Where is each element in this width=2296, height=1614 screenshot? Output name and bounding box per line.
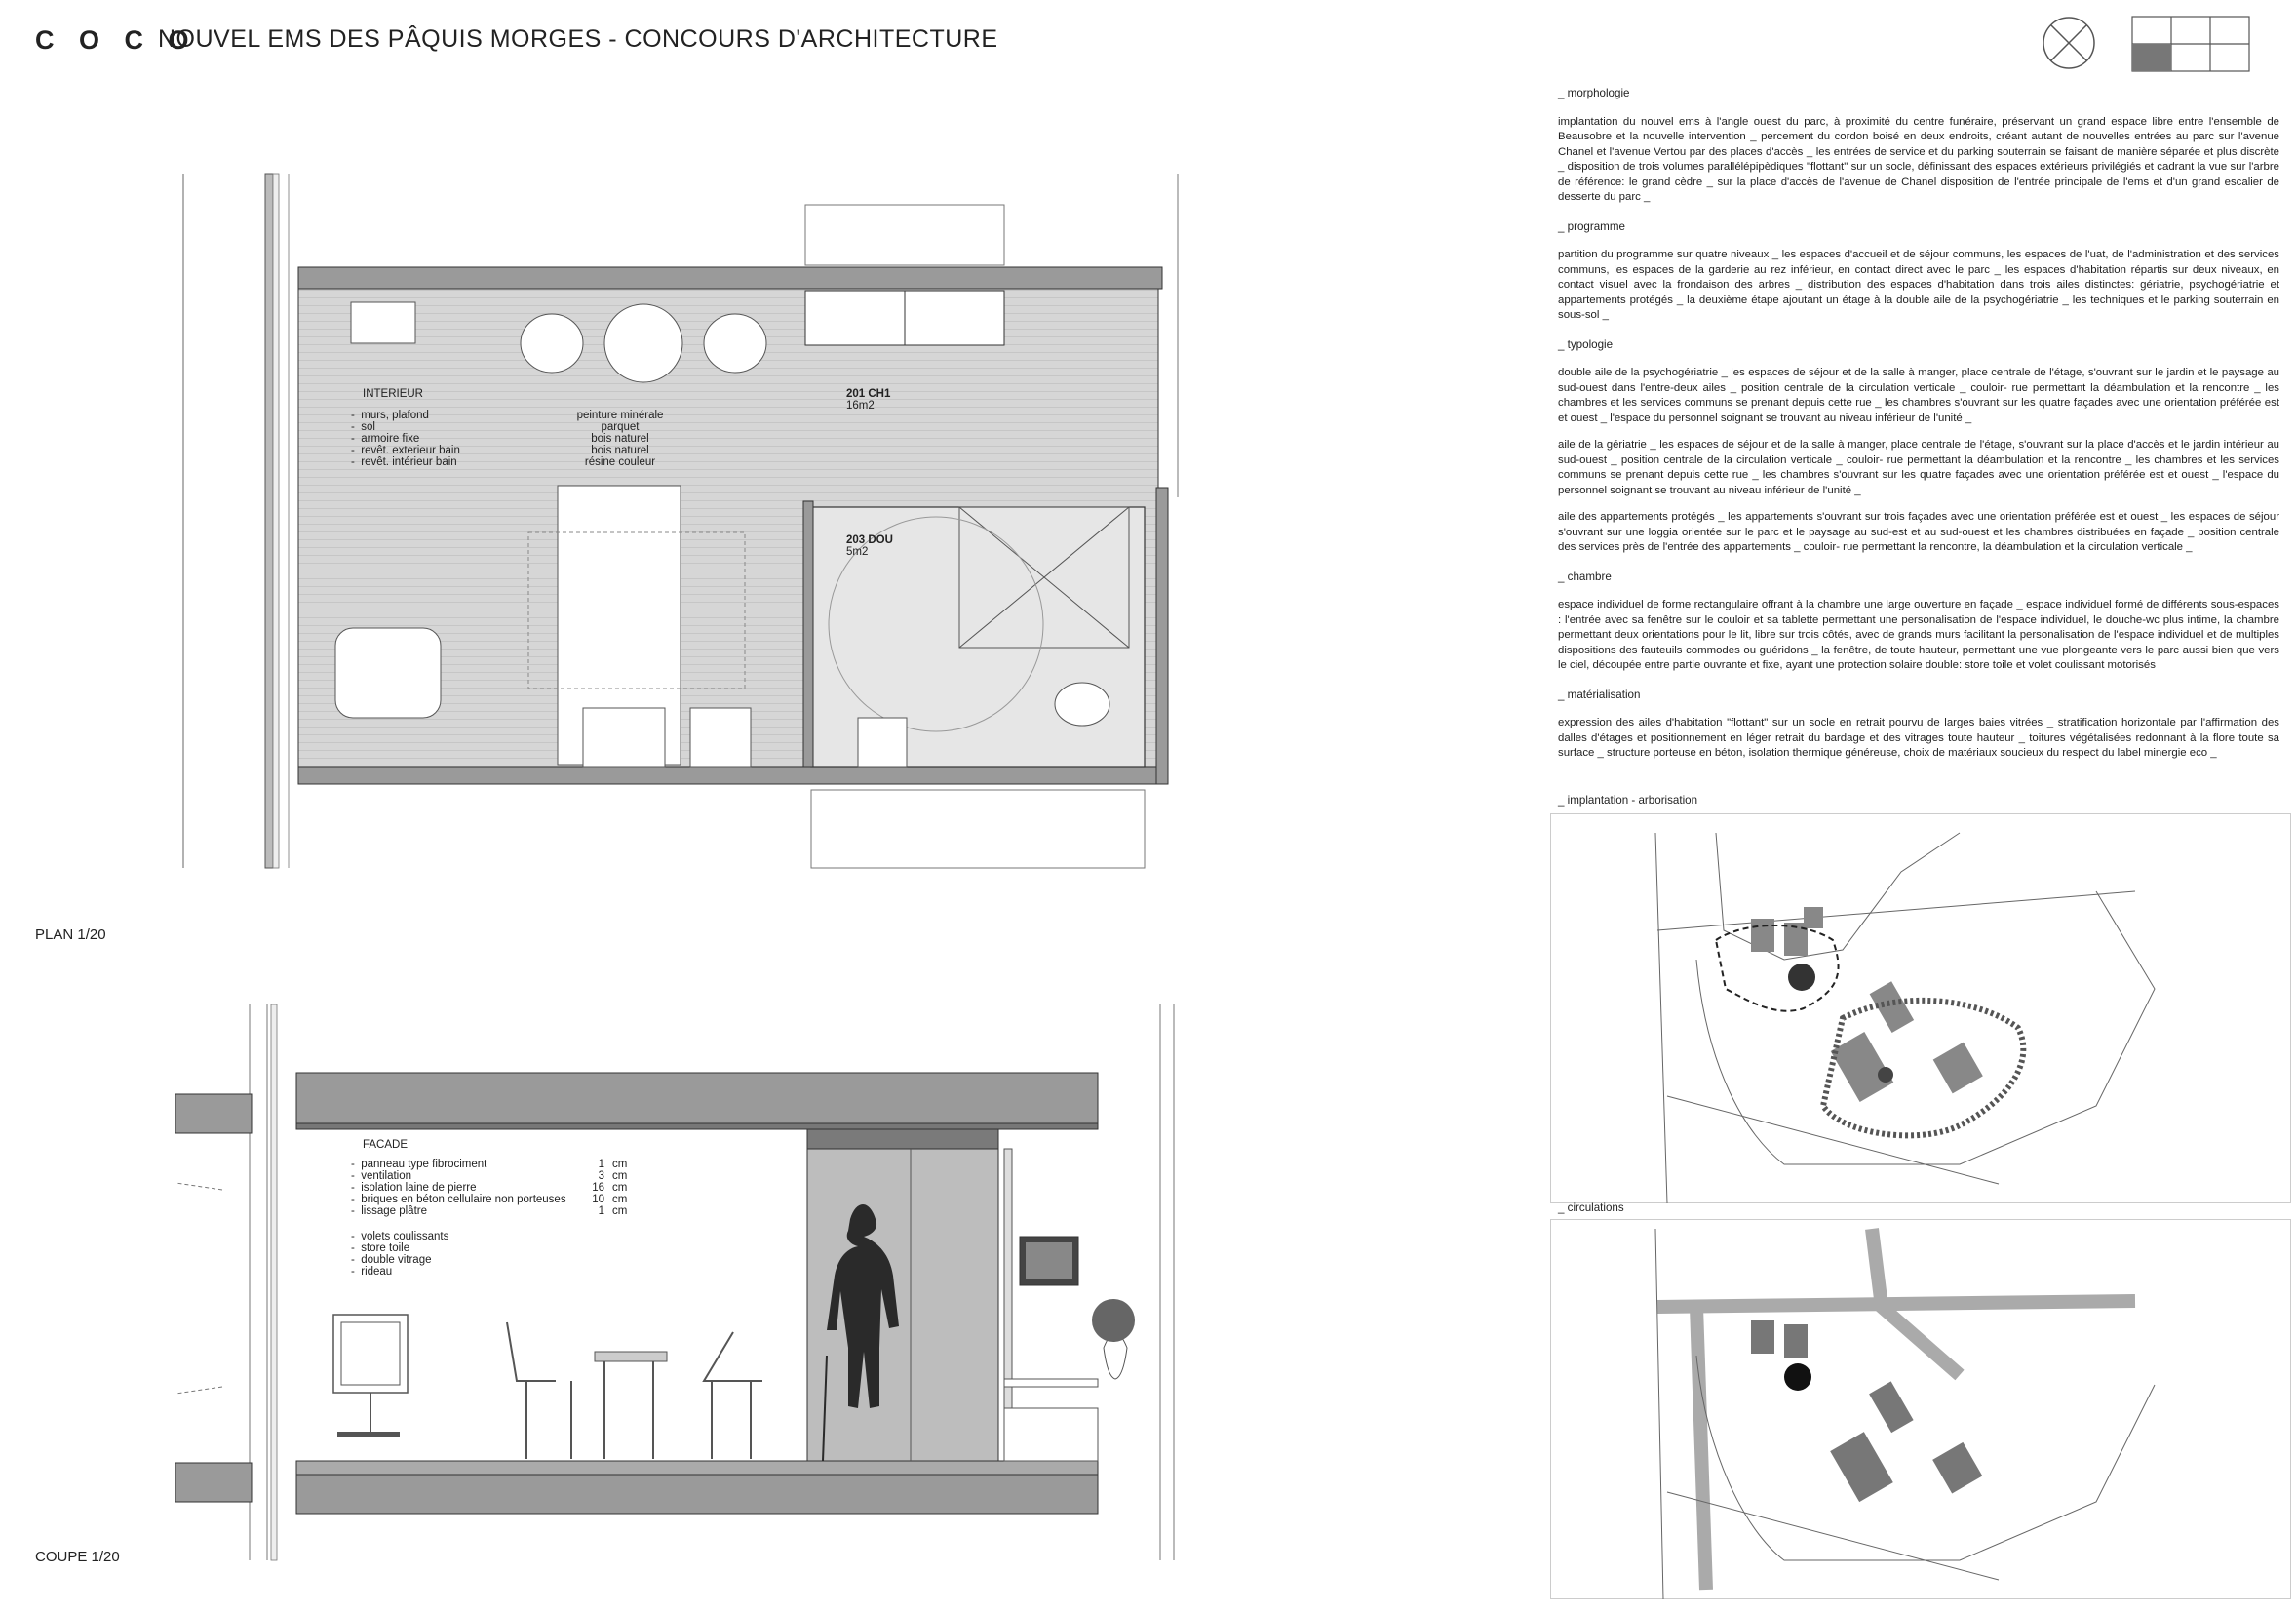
heading-programme: _ programme (1558, 219, 1625, 233)
layer-row: - lissage plâtre 1 cm (351, 1205, 628, 1217)
extra-item: - rideau (351, 1266, 393, 1278)
room1-area: 16m2 (846, 400, 875, 412)
text-column (1558, 86, 2279, 775)
heading-typologie: _ typologie (1558, 337, 1614, 351)
facade-extras (351, 1231, 448, 1278)
interior-title: INTERIEUR (363, 388, 423, 400)
layer-row: - isolation laine de pierre 16 cm (351, 1182, 628, 1194)
extra-item: - store toile (351, 1242, 410, 1254)
layer-row: - ventilation 3 cm (351, 1170, 628, 1182)
section-chambre (1558, 570, 2279, 674)
material-item: peinture minérale (576, 410, 664, 421)
material-item: résine couleur (584, 456, 656, 468)
north-arrow-icon (2042, 16, 2106, 70)
interior-item: - murs, plafond (351, 410, 429, 421)
extra-item: - volets coulissants (351, 1231, 449, 1242)
site-plan-circulation-map (1550, 1219, 2291, 1599)
paragraph-chambre: espace individuel de forme rectangulaire offrant à la chambre une large ouverture en façade _ espace individuel formé de différents sous-espaces : l'entrée avec sa fenêtre sur le couloir et sa tablette permettant une personalisation de l'espace individuel, le douche-wc plus intime, la chambre permettant deux orientations pour le lit, libre sur trois côtés, avec de grands murs facilitant la personalisation de l'espace individuel et de multiples dispositions des fauteuils commodes ou guéridons _ la fenêtre, de toute hauteur, permettant une vue plongeante vers le parc aussi bien que vers le ciel, découpée entre partie ouvrante et fixe, ayant une protection solaire double: store toile et volet coulissant motorisés (1558, 599, 2279, 671)
material-item: parquet (601, 421, 640, 433)
material-item: bois naturel (591, 433, 649, 445)
material-item: bois naturel (591, 445, 649, 456)
section-programme (1558, 219, 2279, 324)
plan-caption: PLAN 1/20 (35, 926, 106, 943)
page-title: NOUVEL EMS DES PÂQUIS MORGES - CONCOURS D'ARCHITECTURE (158, 25, 998, 53)
heading-materialisation: _ matérialisation (1558, 688, 1641, 701)
layer-row: - briques en béton cellulaire non porteuses 10 cm (351, 1194, 628, 1205)
room2-area: 5m2 (846, 546, 869, 558)
paragraph-programme: partition du programme sur quatre niveaux _ les espaces d'accueil et de séjour communs, les espaces de l'uat, de l'administration et des services communs, les espaces de la garderie au rez inférieur, en contact direct avec le parc _ les espaces d'habitation répartis sur deux niveaux, en contact visuel avec la frondaison des arbres _ distribution des espaces d'habitation dans trois ailes distinctes: gériatrie, psychogériatrie et appartements protégés _ la deuxième étape ajoutant un étage à la double aile de la psychogériatrie _ les techniques et le parking souterrain en sous-sol _ (1558, 249, 2279, 321)
facade-layers (351, 1159, 663, 1217)
interior-list (351, 410, 460, 468)
heading-circulations: _ circulations (1558, 1201, 1624, 1214)
heading-morphologie: _ morphologie (1558, 87, 1630, 99)
room1-name: 201 CH1 (846, 388, 891, 400)
heading-implantation: _ implantation - arborisation (1558, 794, 1698, 807)
section-drawing (175, 1004, 1209, 1570)
paragraph-typologie-3: aile des appartements protégés _ les appartements s'ouvrant sur trois façades avec une orientation préférée est et ouest _ les espaces de séjour s'ouvrant sur une loggia orientée sur le parc et le paysage au sud-est et au sud-ouest et les chambres distribuées en façade _ position centrale des services près de l'entrée des appartements _ couloir- rue permettant la rencontre, la déambulation et la circulation verticale _ (1558, 511, 2279, 553)
room2-name: 203 DOU (846, 534, 893, 546)
paragraph-morphologie: implantation du nouvel ems à l'angle ouest du parc, à proximité du centre funéraire, préservant un grand espace libre entre l'ensemble de Beausobre et la nouvelle intervention _ percement du cordon boisé en deux endroits, créant autant de nouvelles entrées au parc sur l'avenue Chanel et l'avenue Vertou par des places d'accès _ les entrées de service et du parking souterrain se faisant de manière séparée et plus discrète _ disposition de trois volumes parallélépipèdiques "flottant" sur un socle, définissant des espaces extérieurs privilégiés et cadrant la vue sur l'arbre de référence: le grand cèdre _ sur la place d'accès de l'avenue de Chanel disposition de l'entrée principale de l'ems et d'un grand escalier de desserte du parc _ (1558, 115, 2279, 203)
logo: C O C O (35, 25, 198, 55)
interior-item: - sol (351, 421, 375, 433)
section-caption: COUPE 1/20 (35, 1549, 120, 1565)
site-plan-trees-map (1550, 813, 2291, 1203)
interior-item: - revêt. exterieur bain (351, 445, 460, 456)
section-materialisation (1558, 688, 2279, 762)
heading-chambre: _ chambre (1558, 570, 1612, 583)
floor-plan-drawing (175, 166, 1209, 878)
facade-title: FACADE (363, 1139, 409, 1151)
paragraph-typologie-1: double aile de la psychogériatrie _ les espaces de séjour et de la salle à manger, place centrale de l'étage, s'ouvrant sur le jardin et le paysage au sud-ouest dans l'entre-deux ailes _ position centrale de la circulation verticale _ couloir- rue permettant la déambulation et la rencontre _ les chambres et les services communs se prenant depuis cette rue _ les chambres s'ouvrant sur les quatre façades avec une orientation préférée est et ouest _ l'espace du personnel soignant se trouvant au niveau inférieur de l'unité _ (1558, 367, 2279, 424)
interior-item: - revêt. intérieur bain (351, 456, 457, 468)
section-morphologie (1558, 86, 2279, 206)
interior-materials (571, 410, 669, 468)
layer-row: - panneau type fibrociment 1 cm (351, 1159, 628, 1170)
interior-item: - armoire fixe (351, 433, 420, 445)
extra-item: - double vitrage (351, 1254, 432, 1266)
paragraph-materialisation: expression des ailes d'habitation "flottant" sur un socle en retrait pourvu de larges baies vitrées _ stratification horizontale par l'affirmation des dalles d'étages et positionnement en léger retrait du bardage et des vitrages toute hauteur _ toitures végétalisées redonnant à la flore toute sa surface _ structure porteuse en béton, isolation thermique généreuse, choix de matériaux soucieux du respect du label minergie eco _ (1558, 717, 2279, 759)
section-typologie (1558, 337, 2279, 556)
paragraph-typologie-2: aile de la gériatrie _ les espaces de séjour et de la salle à manger, place centrale de l'étage, s'ouvrant sur la place d'accès et le jardin intérieur au sud-ouest _ position centrale de la circulation verticale _ couloir- rue permettant la déambulation et la rencontre _ les chambres et les services communs se prenant depuis cette rue _ les chambres s'ouvrant sur les quatre façades avec une orientation préférée est et ouest _ l'espace du personnel soignant se trouvant au niveau inférieur de l'unité _ (1558, 439, 2279, 496)
sheet-index-icon (2131, 16, 2252, 74)
